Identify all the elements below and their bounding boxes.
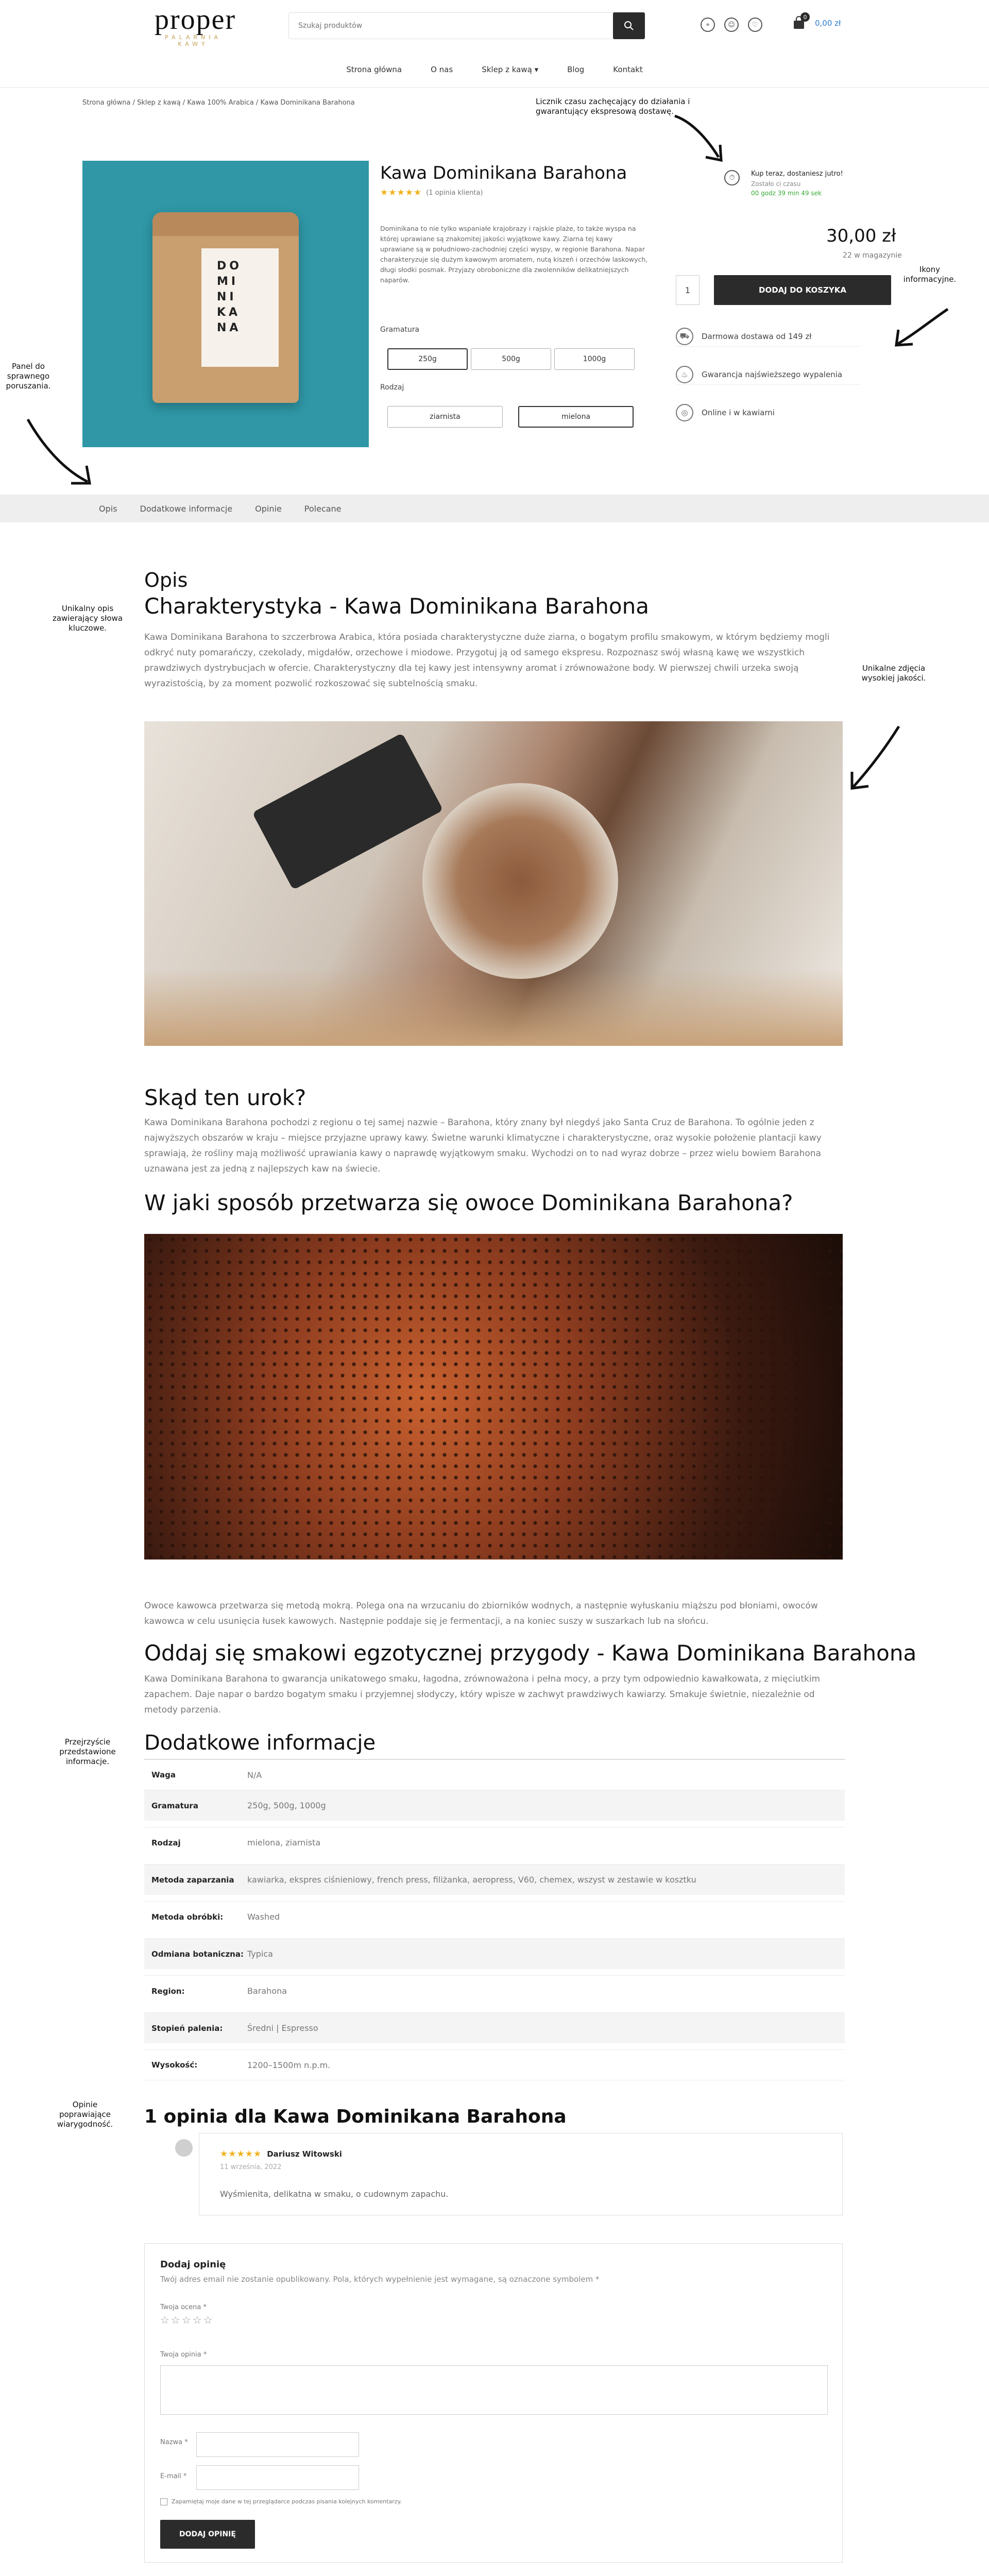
arrow-icon (670, 111, 731, 167)
bag-label-text: DO (217, 260, 242, 273)
freshness-info (676, 366, 842, 383)
review-textarea[interactable] (160, 2365, 828, 2415)
tab-description[interactable]: Opis (99, 503, 117, 514)
experience-paragraph: Kawa Dominikana Barahona to gwarancja unikatowego smaku, łagodna, zrównoważona i pełna mocy, a przy tym odpowiednio kawałkowata, z mięciutkim zapachem. Daje napar o bardzo bogatym smaku i przyjemnej słodyczy, który wpisze w zachwyt prawdziwych kawiarzy. Smakuje świetnie, niezależnie od metody parzenia. (144, 1674, 821, 1715)
annotation-info: Przejrzyście przedstawione informacje. (59, 1737, 116, 1766)
table-key: Metoda obróbki: (151, 1912, 224, 1922)
weight-option-250[interactable]: 250g (387, 348, 468, 370)
table-value: 250g, 500g, 1000g (247, 1801, 326, 1810)
nav-contact[interactable]: Kontakt (613, 65, 643, 74)
arrow-icon (845, 721, 907, 793)
rating-label: Twoja ocena * (160, 2303, 207, 2311)
annotation-description: Unikalny opis zawierający słowa kluczowe. (52, 604, 123, 633)
online-shop-info (676, 404, 775, 421)
table-row (144, 1901, 845, 1932)
annotation-icons: Ikony informacyjne. (903, 265, 957, 284)
star-input[interactable]: ☆☆☆☆☆ (160, 2314, 214, 2326)
table-value: mielona, ziarnista (247, 1838, 321, 1848)
bag-label-text: MI (217, 275, 239, 288)
table-key: Rodzaj (151, 1838, 181, 1848)
nav-shop-label: Sklep z kawą (482, 65, 532, 74)
coffee-bag (152, 212, 299, 403)
review-card (199, 2133, 843, 2215)
search-box (288, 12, 645, 39)
free-shipping-info (676, 328, 811, 345)
form-note: Twój adres email nie zostanie opublikowany. Pola, których wypełnienie jest wymagane, są oznaczone symbolem * (160, 2275, 600, 2284)
product-title: Kawa Dominikana Barahona (380, 163, 627, 183)
online-shop-text: Online i w kawiarni (702, 408, 775, 417)
bag-seal (152, 212, 299, 236)
submit-review-button[interactable]: DODAJ OPINIĘ (160, 2520, 255, 2549)
table-key: Metoda zaparzania (151, 1875, 234, 1885)
table-row (144, 2049, 845, 2080)
tab-reviews[interactable]: Opinie (255, 503, 282, 514)
cart-price[interactable]: 0,00 zł (815, 19, 841, 28)
logo-subtitle: PALARNIA KAWY (164, 34, 221, 47)
logo-text: proper (155, 4, 236, 36)
globe-icon: ◎ (676, 404, 693, 421)
reviews-heading: 1 opinia dla Kawa Dominikana Barahona (144, 2106, 567, 2127)
weight-label: Gramatura (380, 326, 420, 334)
table-value: kawiarka, ekspres ciśnieniowy, french press, filiżanka, aeropress, V60, chemex, wszyst w zestawie w kosztku (247, 1875, 696, 1885)
logo[interactable] (155, 4, 236, 47)
form-title: Dodaj opinię (160, 2259, 226, 2270)
free-shipping-text: Darmowa dostawa od 149 zł (702, 332, 812, 341)
description-paragraph: Kawa Dominikana Barahona to szczerbrowa Arabica, która posiada charakterystyczne duże ziarna, o bogatym profilu smakowym, w którym będziemy mogli odkryć nuty pomarańczy, czekolady, migdałów, orzechowe i miodowe. Przygotuj ją od samego ekspresu. Rozpoznasz swój własną kawę we wszystkich prawdziwych dystrybucjach w ofercie. Charakterystyczny dla tej kawy jest intensywny aromat i zrównoważone body. W pierwszej chwili urzeka swoją wyrazistością, by za moment pozwolić rozkoszować się subtelnością smaku. (144, 632, 830, 689)
table-key: Wysokość: (151, 2060, 198, 2070)
quantity-stepper[interactable] (676, 275, 700, 305)
wishlist-icon[interactable]: ♡ (748, 18, 762, 32)
table-shape (144, 969, 843, 1046)
weight-option-1000[interactable]: 1000g (554, 348, 635, 370)
weight-option-500[interactable]: 500g (471, 348, 551, 370)
table-row (144, 1790, 845, 1821)
grind-label: Rodzaj (380, 383, 404, 392)
section-label-description: Opis (144, 569, 188, 591)
remember-checkbox[interactable] (160, 2498, 167, 2505)
bag-label-text: KA (217, 306, 241, 319)
processing-paragraph: Owoce kawowca przetwarza się metodą mokrą. Polega ona na wrzucaniu do zbiorników wodnych, a następnie wyłuskaniu miąższu pod błoniami, owoców kawowca w celu usunięcia łusek kawowych. Następnie poddaje się je fermentacji, a na koniec suszy w suszarkach lub na słońcu. (144, 1601, 818, 1626)
review-author: Dariusz Witowski (267, 2149, 342, 2159)
timer-headline: Kup teraz, dostaniesz jutro! (751, 170, 843, 178)
timer-subline: Zostało ci czasu (751, 180, 801, 188)
bag-label (201, 248, 279, 367)
coffee-brewing-photo (144, 721, 843, 1046)
coffee-grounds-shape (422, 783, 618, 979)
search-icon (624, 21, 634, 31)
location-icon[interactable]: ⌖ (701, 18, 715, 32)
bag-label-text: NI (217, 291, 237, 303)
divider (676, 346, 861, 347)
rating-count: (1 opinia klienta) (426, 189, 483, 197)
stock-status: 22 w magazynie (843, 251, 902, 260)
table-row (144, 1938, 845, 1969)
tab-related[interactable]: Polecane (304, 503, 342, 514)
description-heading: Charakterystyka - Kawa Dominikana Barahona (144, 594, 649, 619)
arrow-icon (891, 304, 953, 350)
short-description: Dominikana to nie tylko wspaniałe krajobrazy i rajskie plaże, to także wyspa na której uprawiane są znakomitej jakości wyjątkowe kawy. Ziarna tej kawy uprawiane są w południowo-zachodniej części wyspy, w regionie Barahona. Napar charakteryzuje się dużym kawowym aromatem, nutą kiszeń i orzechów laskowych, długi słodki posmak. Przyjazy obroboniczne dla zwolenników delikatniejszych naparów. (380, 225, 648, 284)
add-to-cart-button[interactable]: DODAJ DO KOSZYKA (714, 275, 891, 305)
nav-blog[interactable]: Blog (567, 65, 585, 74)
breadcrumb[interactable]: Strona główna / Sklep z kawą / Kawa 100% Arabica / Kawa Dominikana Barahona (82, 99, 355, 107)
grind-option-beans[interactable]: ziarnista (387, 406, 503, 428)
nav-about[interactable]: O nas (431, 65, 453, 74)
review-meta (220, 2149, 342, 2159)
grind-option-ground[interactable]: mielona (518, 406, 634, 428)
email-label: E-mail * (160, 2472, 187, 2480)
table-row (144, 1864, 845, 1895)
chevron-down-icon: ▾ (534, 65, 539, 74)
divider (676, 384, 861, 385)
quantity-value: 1 (685, 285, 691, 295)
table-key: Gramatura (151, 1801, 198, 1810)
name-label: Nazwa * (160, 2438, 188, 2446)
nav-shop[interactable] (467, 57, 553, 82)
table-value: Washed (247, 1912, 280, 1922)
annotation-timer: Licznik czasu zachęcający do działania i gwarantujący ekspresową dostawę. (536, 97, 690, 116)
annotation-panel: Panel do sprawnego poruszania. (6, 362, 51, 391)
review-label: Twoja opinia * (160, 2351, 207, 2359)
cart-button[interactable] (791, 15, 807, 31)
roaster-photo (144, 1234, 843, 1560)
site-header (0, 0, 989, 88)
table-value: Barahona (247, 1986, 287, 1996)
product-rating[interactable] (380, 188, 483, 198)
product-image[interactable] (82, 161, 369, 447)
table-key: Odmiana botaniczna: (151, 1949, 244, 1959)
avatar (175, 2139, 193, 2157)
table-value: Typica (247, 1949, 273, 1959)
truck-icon: ⛟ (676, 328, 693, 345)
annotation-photos: Unikalne zdjęcia wysokiej jakości. (861, 664, 926, 683)
table-row (144, 1759, 845, 1790)
flame-icon: ♨ (676, 366, 693, 383)
additional-info-heading: Dodatkowe informacje (144, 1731, 376, 1755)
table-key: Stopień palenia: (151, 2023, 223, 2033)
scale-shape (252, 733, 443, 890)
review-date: 11 września, 2022 (220, 2163, 282, 2171)
experience-heading: Oddaj się smakowi egzotycznej przygody - Kawa Dominikana Barahona (144, 1640, 917, 1666)
review-form (144, 2243, 843, 2563)
table-key: Region: (151, 1986, 185, 1996)
bag-label-text: NA (217, 321, 242, 334)
product-price: 30,00 zł (826, 226, 896, 246)
perforated-drum-shape (144, 1234, 843, 1560)
nav-home[interactable]: Strona główna (346, 65, 402, 74)
table-value: N/A (247, 1770, 262, 1780)
table-row (144, 1975, 845, 2006)
tab-additional-info[interactable]: Dodatkowe informacje (140, 503, 233, 514)
arrow-icon (21, 412, 98, 489)
star-rating-icon: ★★★★★ (220, 2149, 262, 2159)
table-row (144, 1827, 845, 1858)
origin-paragraph: Kawa Dominikana Barahona pochodzi z regionu o tej samej nazwie – Barahona, który znany był niegdyś jako Santa Cruz de Barahona. To ogólnie jeden z najwyższych obszarów w kraju – miejsce przyjazne uprawy kawy. Świetne warunki klimatyczne i charakterystyczne, oraz wysokie położenie plantacji kawy sprawiają, że rośliny mają możliwość uprawiania kawy o naprawdę wyjątkowym smaku. Wychodzi on to nad wyraz dobrze – przez wielu bowiem Barahona uznawana jest za jedną z najlepszych kaw na świecie. (144, 1117, 822, 1174)
processing-heading: W jaki sposób przetwarza się owoce Dominikana Barahona? (144, 1190, 793, 1215)
main-nav (0, 57, 989, 82)
table-value: 1200–1500m n.p.m. (247, 2060, 331, 2070)
clock-icon: ⏱ (724, 170, 740, 185)
table-key: Waga (151, 1770, 176, 1780)
search-button[interactable] (613, 12, 645, 39)
timer-countdown: 00 godz 39 min 49 sek (751, 190, 822, 197)
search-input[interactable] (289, 13, 644, 39)
remember-label: Zapamiętaj moje dane w tej przeglądarce podczas pisania kolejnych komentarzy. (172, 2498, 402, 2505)
table-row (144, 2012, 845, 2043)
star-rating-icon: ★★★★★ (380, 188, 422, 198)
cart-count: 0 (800, 12, 810, 22)
review-text: Wyśmienita, delikatna w smaku, o cudownym zapachu. (220, 2189, 449, 2199)
user-icon[interactable]: ☺ (724, 18, 739, 32)
name-field[interactable] (196, 2432, 359, 2457)
email-field[interactable] (196, 2465, 359, 2490)
table-value: Średni | Espresso (247, 2023, 318, 2033)
annotation-reviews: Opinie poprawiające wiarygodność. (57, 2100, 113, 2129)
freshness-text: Gwarancja najświeższego wypalenia (702, 370, 843, 379)
product-tabs (0, 495, 989, 522)
origin-heading: Skąd ten urok? (144, 1085, 306, 1110)
